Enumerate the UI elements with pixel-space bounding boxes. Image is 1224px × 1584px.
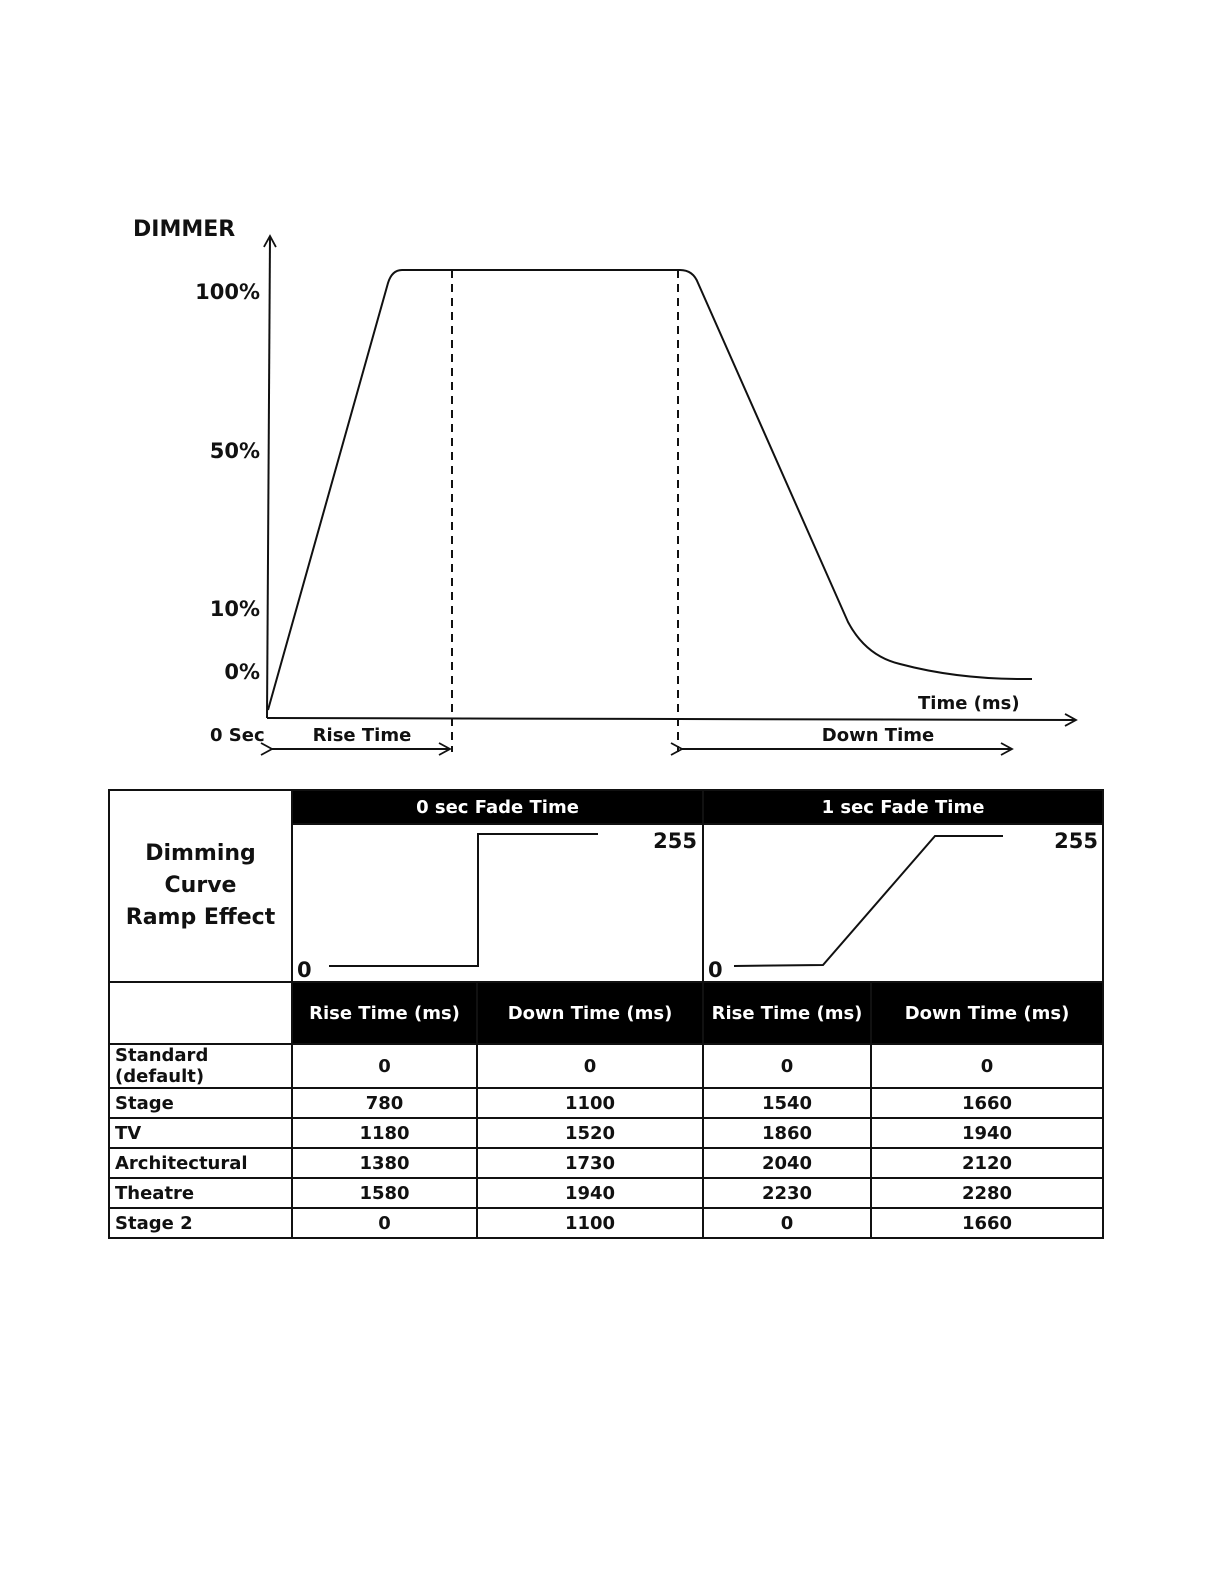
cell-value: 0 — [703, 1208, 871, 1238]
corner-line-2: Ramp Effect — [125, 905, 276, 930]
dimmer-ramp-diagram — [0, 0, 1224, 790]
tick-0-percent: 0% — [224, 660, 260, 684]
fade-1-min-label: 0 — [708, 958, 723, 981]
cell-value: 1940 — [477, 1178, 703, 1208]
cell-value: 0 — [292, 1044, 477, 1088]
cell-value: 0 — [871, 1044, 1103, 1088]
fade-1-header: 1 sec Fade Time — [703, 790, 1103, 824]
cell-value: 1860 — [703, 1118, 871, 1148]
cell-value: 1520 — [477, 1118, 703, 1148]
table-row — [109, 1178, 1103, 1208]
x-axis — [267, 718, 1076, 720]
cell-value: 1940 — [871, 1118, 1103, 1148]
cell-value: 1580 — [292, 1178, 477, 1208]
cell-value: 0 — [703, 1044, 871, 1088]
table-corner-label — [109, 790, 292, 982]
cell-value: 1100 — [477, 1208, 703, 1238]
fade-1-curve-cell — [703, 824, 1103, 982]
cell-value: 0 — [292, 1208, 477, 1238]
cell-value: 780 — [292, 1088, 477, 1118]
table-row — [109, 1044, 1103, 1088]
blank-header-cell — [109, 982, 292, 1044]
row-name: TV — [109, 1118, 292, 1148]
x-axis-title: Time (ms) — [918, 693, 1020, 714]
col-header-down-1: Down Time (ms) — [871, 982, 1103, 1044]
fade-0-curve-cell — [292, 824, 703, 982]
cell-value: 1180 — [292, 1118, 477, 1148]
row-name: Stage 2 — [109, 1208, 292, 1238]
col-header-rise-0: Rise Time (ms) — [292, 982, 477, 1044]
row-name: Stage — [109, 1088, 292, 1118]
col-header-down-0: Down Time (ms) — [477, 982, 703, 1044]
tick-100-percent: 100% — [195, 280, 260, 304]
cell-value: 2280 — [871, 1178, 1103, 1208]
fade-0-min-label: 0 — [297, 958, 312, 981]
tick-50-percent: 50% — [209, 439, 260, 463]
ramp-curve-line — [734, 836, 1003, 966]
table-row — [109, 1088, 1103, 1118]
cell-value: 2120 — [871, 1148, 1103, 1178]
cell-value: 0 — [477, 1044, 703, 1088]
fade-1-ramp-curve — [704, 825, 1102, 981]
cell-value: 1100 — [477, 1088, 703, 1118]
rise-time-label: Rise Time — [312, 725, 412, 746]
cell-value: 1660 — [871, 1208, 1103, 1238]
dimmer-ramp-curve — [268, 270, 1032, 710]
y-axis — [267, 236, 270, 718]
table-row — [109, 1208, 1103, 1238]
cell-value: 1730 — [477, 1148, 703, 1178]
fade-1-max-label: 255 — [1054, 829, 1098, 853]
cell-value: 2040 — [703, 1148, 871, 1178]
row-name: Standard (default) — [109, 1044, 292, 1088]
fade-0-max-label: 255 — [653, 829, 697, 853]
col-header-rise-1: Rise Time (ms) — [703, 982, 871, 1044]
step-curve-line — [329, 834, 598, 966]
cell-value: 1540 — [703, 1088, 871, 1118]
y-axis-title: DIMMER — [133, 217, 236, 242]
fade-0-step-curve — [293, 825, 702, 981]
table-row — [109, 1148, 1103, 1178]
origin-label: 0 Sec — [210, 725, 265, 746]
corner-line-1: Dimming Curve — [145, 841, 256, 898]
cell-value: 1380 — [292, 1148, 477, 1178]
ramp-effect-table — [108, 789, 1104, 1239]
cell-value: 1660 — [871, 1088, 1103, 1118]
row-name: Theatre — [109, 1178, 292, 1208]
tick-10-percent: 10% — [209, 597, 260, 621]
fade-0-header: 0 sec Fade Time — [292, 790, 703, 824]
row-name: Architectural — [109, 1148, 292, 1178]
down-time-label: Down Time — [821, 725, 935, 746]
cell-value: 2230 — [703, 1178, 871, 1208]
table-row — [109, 1118, 1103, 1148]
